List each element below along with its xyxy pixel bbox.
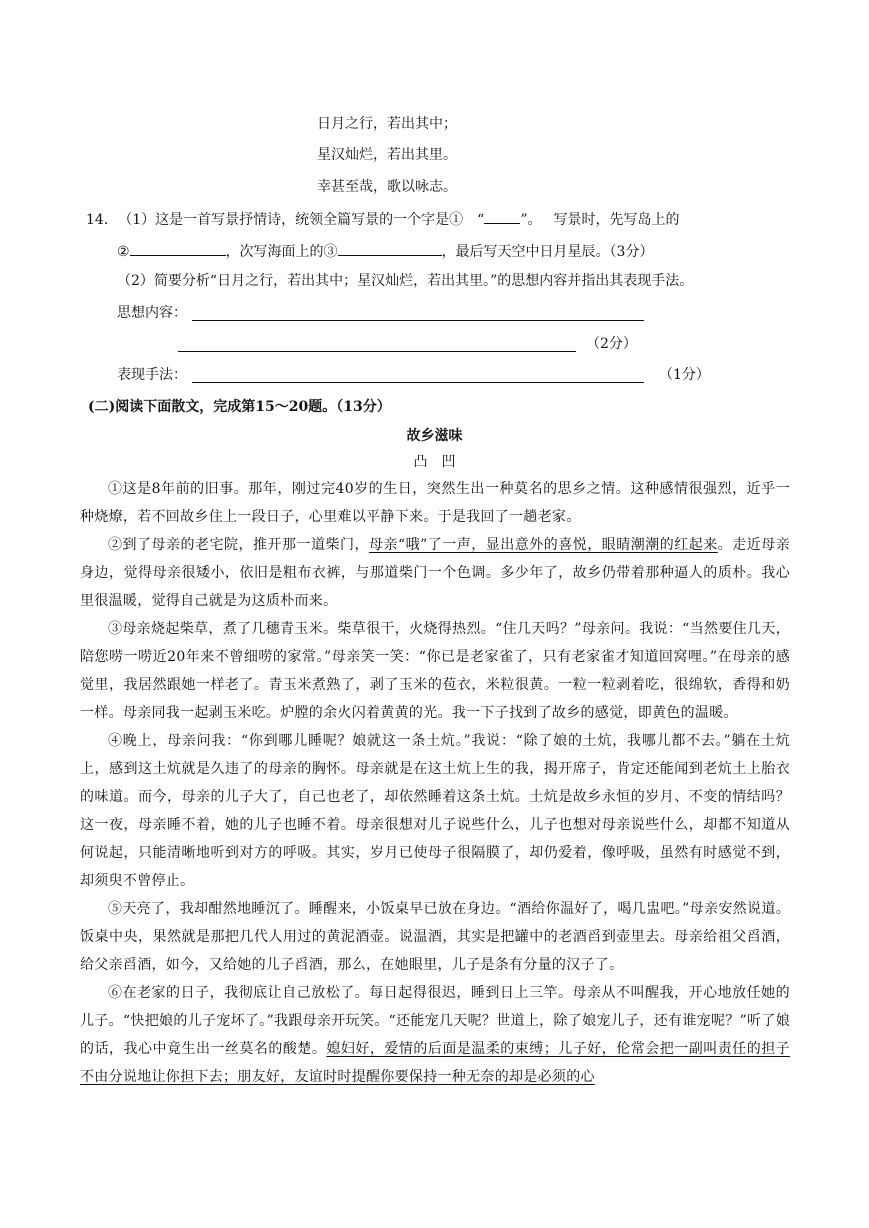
question-14-part2: （2）简要分析“日月之行，若出其中；星汉灿烂，若出其里。”的思想内容并指出其表现手法。 <box>117 273 694 289</box>
question-14-line2 <box>117 240 653 262</box>
answer-blank-3[interactable] <box>338 240 442 256</box>
poem-line-3: 幸甚至哉，歌以咏志。 <box>317 179 457 195</box>
paragraph-2 <box>80 531 790 615</box>
paragraph-2-text-a: ②到了母亲的老宅院，推开那一道柴门， <box>108 537 369 553</box>
question-number: 14. <box>86 212 109 228</box>
answer-line-content-1[interactable] <box>192 320 644 321</box>
quote-open: “ <box>477 212 485 228</box>
underlined-sentence-1: 母亲“哦”了一声，显出意外的喜悦，眼睛潮潮的红起来 <box>368 537 718 553</box>
quote-close: ”。 <box>520 212 542 228</box>
content-score: （2分） <box>586 336 637 352</box>
essay-body <box>80 475 790 1091</box>
q14-part1-text-b: 写景时，先写岛上的 <box>553 212 680 228</box>
answer-blank-2[interactable] <box>130 240 226 256</box>
paragraph-6 <box>80 979 790 1091</box>
technique-label: 表现手法： <box>117 367 187 383</box>
paragraph-1: ①这是8年前的旧事。那年，刚过完40岁的生日，突然生出一种莫名的思乡之情。这种感情很强烈，近乎一种烧燎，若不回故乡住上一段日子，心里难以平静下来。于是我回了一趟老家。 <box>80 481 790 525</box>
question-14 <box>86 208 680 230</box>
paragraph-6-text-a: ⑥在老家的日子，我彻底让自己放松了。每日起得很迟，睡到日上三竿。母亲从不叫醒我，开心地放任她的儿子。“快把娘的儿子宠坏了。”我跟母亲开玩笑。“还能宠几天呢？世道上，除了娘宠儿子，还有谁宠呢？”听了娘的话，我心中竟生出一丝莫名的酸楚。 <box>80 985 790 1057</box>
technique-score: （1分） <box>659 367 710 383</box>
content-label: 思想内容： <box>117 305 187 321</box>
q14-part1-text-c: ，次写海面上的③ <box>225 244 338 260</box>
poem-line-2: 星汉灿烂，若出其里。 <box>317 147 457 163</box>
paragraph-2-text-b: 。走近母亲身边，觉得母亲很矮小，依旧是粗布衣裤，与那道柴门一个色调。多少年了，故乡仍带着那种逼人的质朴。我心里很温暖，觉得自己就是为这质朴而来。 <box>80 537 790 609</box>
answer-line-content-2[interactable] <box>178 351 576 352</box>
paragraph-5: ⑤天亮了，我却酣然地睡沉了。睡醒来，小饭桌早已放在身边。“酒给你温好了，喝几盅吧。”母亲安然说道。饭桌中央，果然就是那把几代人用过的黄泥酒壶。说温酒，其实是把罐中的老酒舀到壶里去。母亲给祖父舀酒，给父亲舀酒，如今，又给她的儿子舀酒，那么，在她眼里，儿子是条有分量的汉子了。 <box>80 901 790 973</box>
q14-part1-text-a: （1）这是一首写景抒情诗，统领全篇写景的一个字是① <box>118 212 464 228</box>
essay-author: 凸 凹 <box>413 454 456 470</box>
q14-part1-text-d: ，最后写天空中日月星辰。（3分） <box>441 244 654 260</box>
answer-blank-1[interactable] <box>484 208 520 224</box>
paragraph-3: ③母亲烧起柴草，煮了几穗青玉米。柴草很干，火烧得热烈。“住几天吗？”母亲问。我说：“当然要住几天，陪您唠一唠近20年来不曾细唠的家常。”母亲笑一笑：“你已是老家雀了，只有老家雀才知道回窝哩。”在母亲的感觉里，我居然跟她一样老了。青玉米煮熟了，剥了玉米的苞衣，米粒很黄。一粒一粒剥着吃，很绵软，香得和奶一样。母亲同我一起剥玉米吃。炉膛的余火闪着黄黄的光。我一下子找到了故乡的感觉，即黄色的温暖。 <box>80 621 790 721</box>
underlined-sentence-2: 媳妇好，爱情的后面是温柔的束缚；儿子好，伦常会把一副叫责任的担子不由分说地让你担下去；朋友好，友谊时时提醒你要保持一种无奈的却是必须的心 <box>80 1041 790 1085</box>
poem-line-1: 日月之行，若出其中； <box>317 116 457 132</box>
circle-2: ② <box>117 244 130 260</box>
section-heading: (二)阅读下面散文，完成第15～20题。（13分） <box>88 399 391 415</box>
answer-line-technique[interactable] <box>192 382 644 383</box>
essay-title: 故乡滋味 <box>406 428 463 444</box>
paragraph-4: ④晚上，母亲问我：“你到哪儿睡呢？娘就这一条土炕。”我说：“除了娘的土炕，我哪儿都不去。”躺在土炕上，感到这土炕就是久违了的母亲的胸怀。母亲就是在这土炕上生的我，揭开席子，肯定还能闻到老炕土上胎衣的味道。而今，母亲的儿子大了，自己也老了，却依然睡着这条土炕。土炕是故乡永恒的岁月、不变的情结吗？这一夜，母亲睡不着，她的儿子也睡不着。母亲很想对儿子说些什么，儿子也想对母亲说些什么，却都不知道从何说起，只能清晰地听到对方的呼吸。其实，岁月已使母子很隔膜了，却仍爱着，像呼吸，虽然有时感觉不到，却须臾不曾停止。 <box>80 733 790 889</box>
